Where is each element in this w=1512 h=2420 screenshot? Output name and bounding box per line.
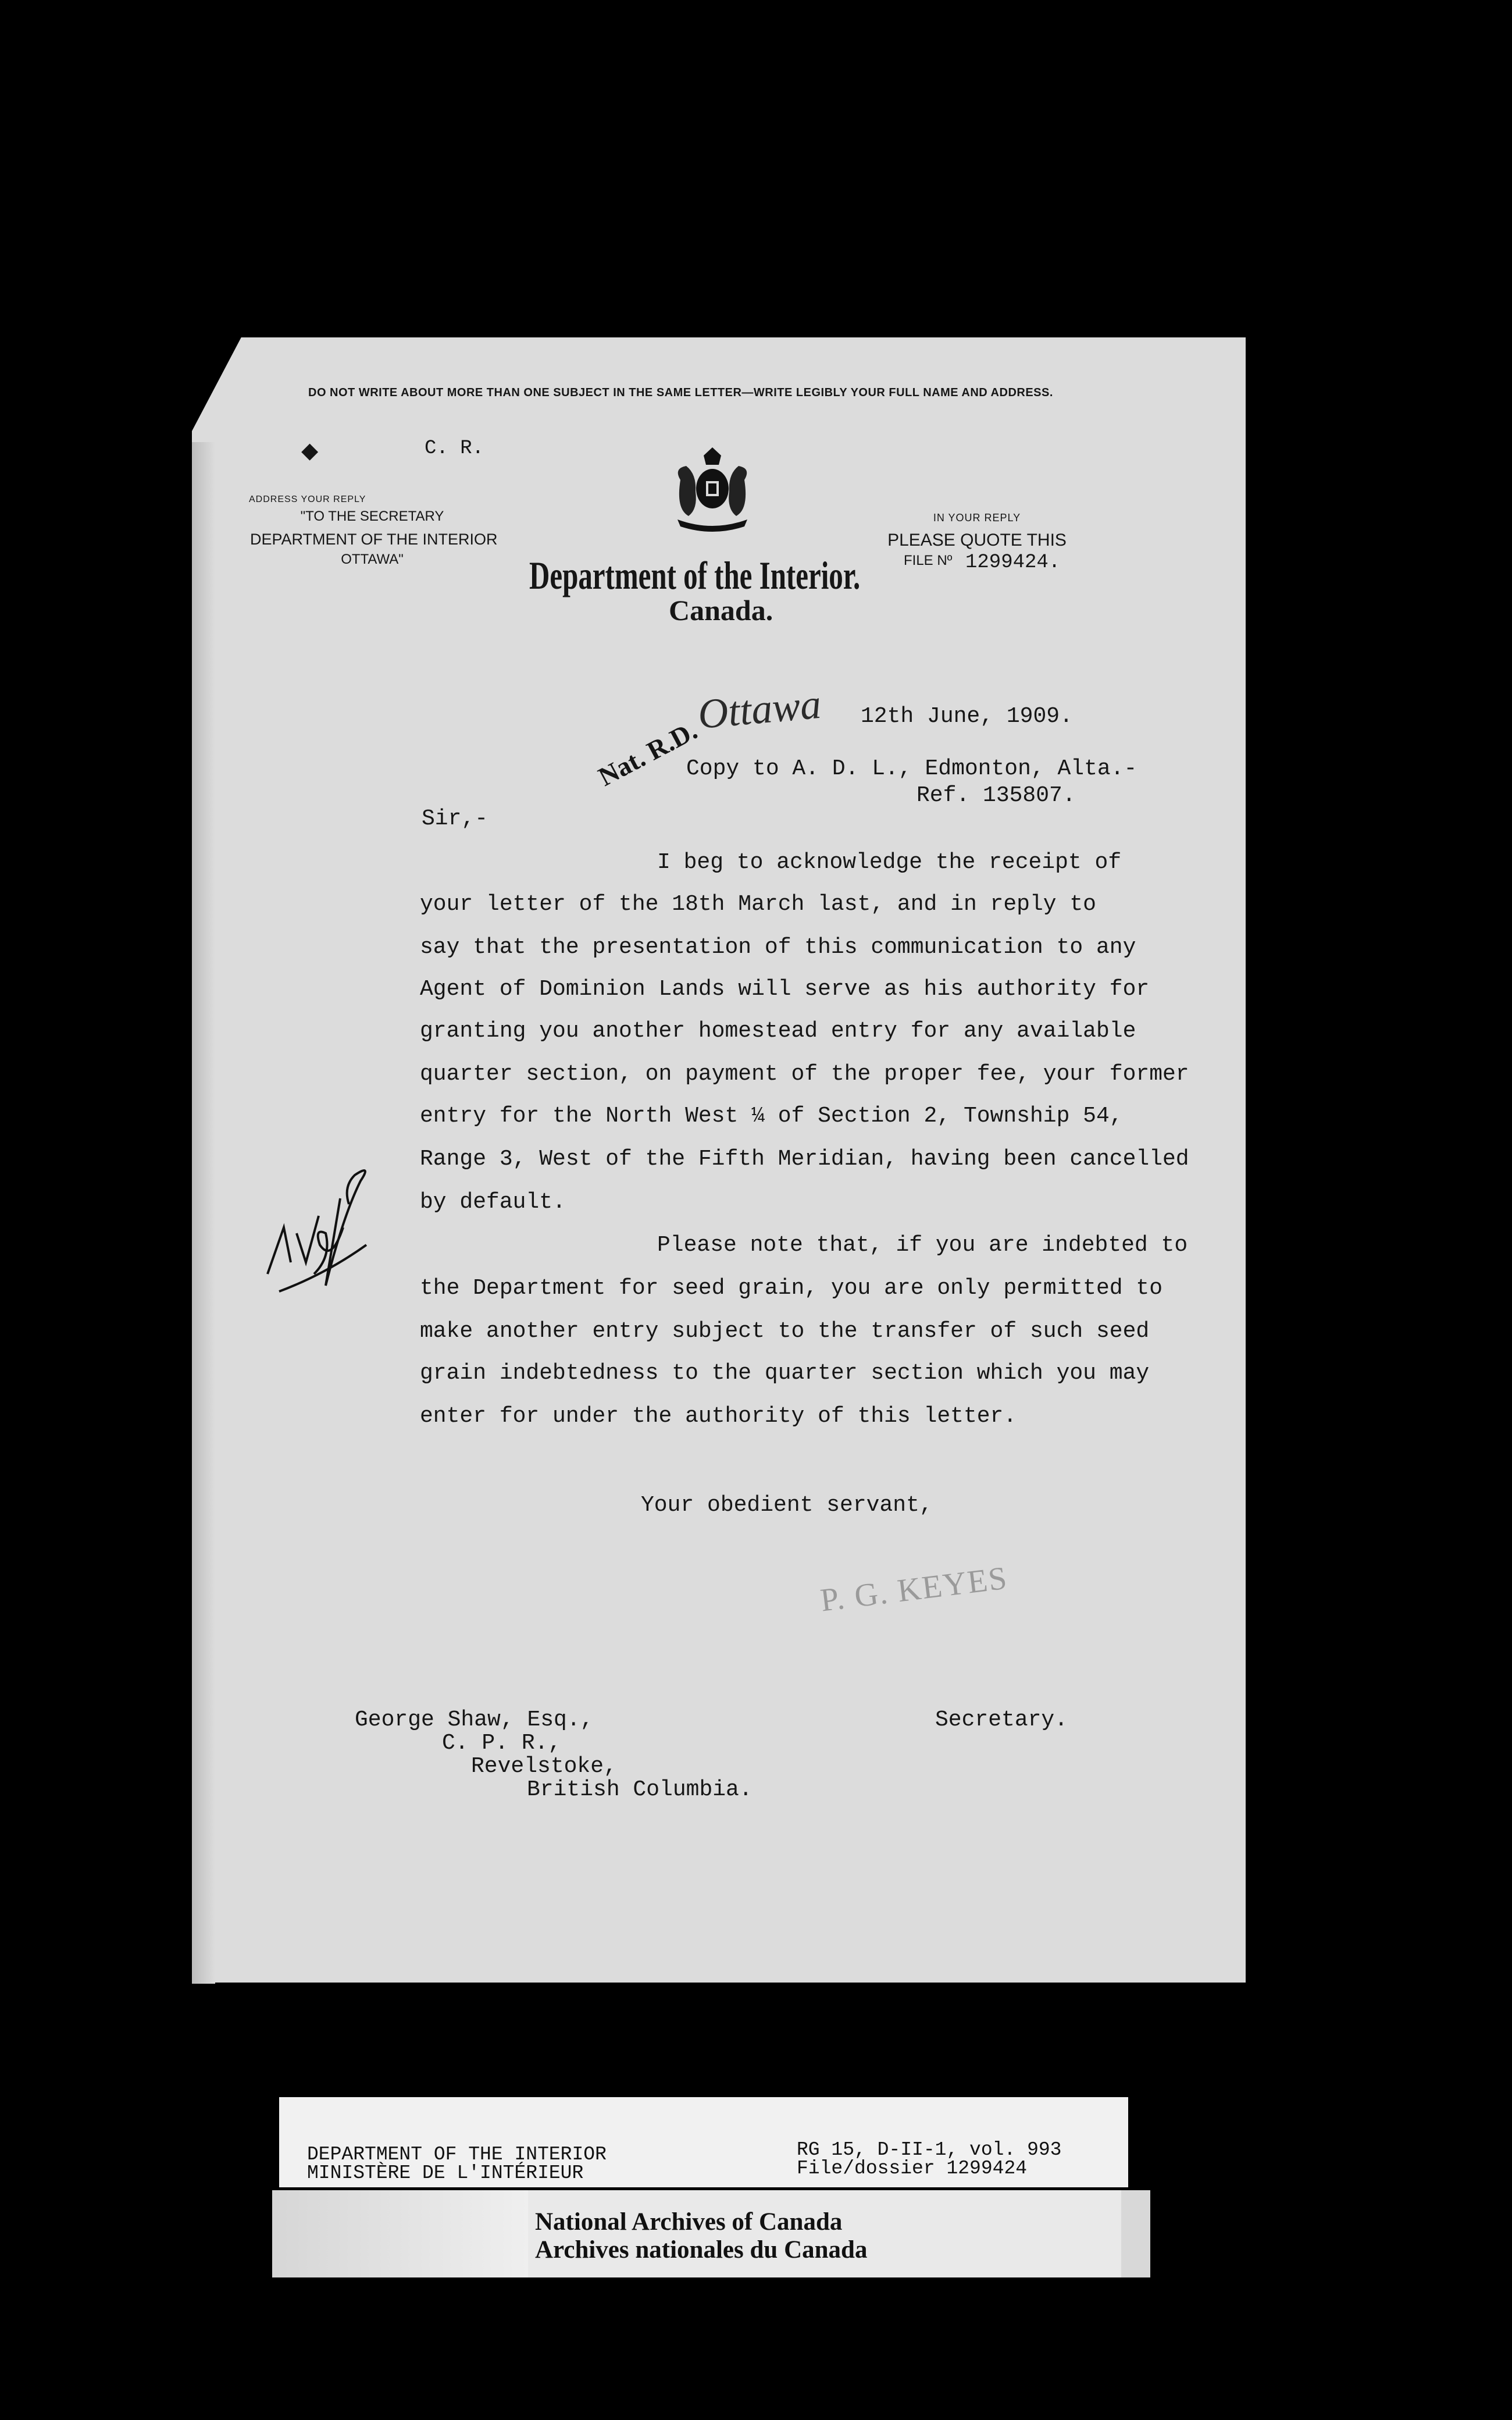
archive-dept-fr: MINISTÈRE DE L'INTÉRIEUR — [307, 2162, 584, 2184]
letter-sheet — [192, 337, 1246, 1983]
archive-file: File/dossier 1299424 — [797, 2158, 1028, 2179]
address-reply-line-3: OTTAWA" — [341, 551, 404, 567]
sheet-edge-shadow — [192, 442, 215, 1984]
address-reply-caption: ADDRESS YOUR REPLY — [249, 494, 366, 504]
in-reply-line-1: PLEASE QUOTE THIS — [887, 531, 1067, 550]
salutation: Sir,- — [422, 806, 488, 831]
label-shade-right — [1121, 2190, 1150, 2277]
copy-to-line: Copy to A. D. L., Edmonton, Alta.- — [686, 756, 1137, 781]
addressee-line: British Columbia. — [527, 1777, 753, 1802]
address-reply-line-2: DEPARTMENT OF THE INTERIOR — [250, 531, 498, 548]
archives-name-en: National Archives of Canada — [535, 2208, 843, 2236]
body-line: by default. — [420, 1190, 566, 1215]
body-line: your letter of the 18th March last, and in reply to — [420, 892, 1096, 917]
torn-corner — [186, 332, 244, 442]
body-line: grain indebtedness to the quarter section which you may — [420, 1361, 1150, 1386]
body-line: Please note that, if you are indebted to — [657, 1233, 1188, 1258]
letter-date: 12th June, 1909. — [861, 704, 1073, 729]
handwritten-initials-icon — [256, 1129, 378, 1306]
body-line: Agent of Dominion Lands will serve as his authority for — [420, 977, 1150, 1002]
in-reply-caption: IN YOUR REPLY — [933, 512, 1021, 524]
closing: Your obedient servant, — [641, 1493, 933, 1518]
addressee-line: C. P. R., — [442, 1731, 562, 1756]
archive-reference-label — [279, 2097, 1128, 2187]
received-stamp: Nat. R.D. — [593, 715, 702, 792]
archive-reference: RG 15, D-II-1, vol. 993 — [797, 2139, 1062, 2161]
place-script: Ottawa — [696, 680, 823, 738]
file-number: 1299424. — [965, 551, 1061, 574]
royal-coat-of-arms-icon — [663, 445, 762, 535]
body-line: enter for under the authority of this letter. — [420, 1404, 1017, 1429]
body-line: entry for the North West ¼ of Section 2, Township 54, — [420, 1104, 1123, 1129]
marker-bullet-icon: ◆ — [301, 439, 319, 463]
body-line: granting you another homestead entry for any available — [420, 1019, 1136, 1044]
body-line: make another entry subject to the transfer of such seed — [420, 1319, 1150, 1344]
addressee-line: George Shaw, Esq., — [355, 1707, 594, 1732]
archives-name-fr: Archives nationales du Canada — [535, 2236, 868, 2264]
body-line: I beg to acknowledge the receipt of — [657, 850, 1122, 875]
file-number-label: FILE Nº — [904, 553, 953, 568]
body-line: Range 3, West of the Fifth Meridian, having been cancelled — [420, 1147, 1189, 1172]
label-shade — [272, 2190, 528, 2277]
letterhead-notice: DO NOT WRITE ABOUT MORE THAN ONE SUBJECT IN THE SAME LETTER—WRITE LEGIBLY YOUR FULL NAME AND ADDRESS. — [308, 386, 1053, 399]
national-archives-label — [272, 2190, 1150, 2277]
body-line: say that the presentation of this communication to any — [420, 935, 1136, 960]
signature-stamp: P. G. KEYES — [818, 1560, 1010, 1619]
department-country: Canada. — [669, 594, 773, 627]
body-line: quarter section, on payment of the proper fee, your former — [420, 1062, 1189, 1087]
archive-dept-en: DEPARTMENT OF THE INTERIOR — [307, 2144, 607, 2165]
body-line: the Department for seed grain, you are only permitted to — [420, 1276, 1163, 1301]
addressee-line: Revelstoke, — [471, 1754, 617, 1779]
reference-line: Ref. 135807. — [917, 783, 1076, 808]
department-title: Department of the Interior. — [529, 553, 861, 597]
address-reply-line-1: "TO THE SECRETARY — [300, 508, 444, 524]
signer-title: Secretary. — [935, 1707, 1068, 1732]
marker-text: C. R. — [425, 437, 484, 460]
